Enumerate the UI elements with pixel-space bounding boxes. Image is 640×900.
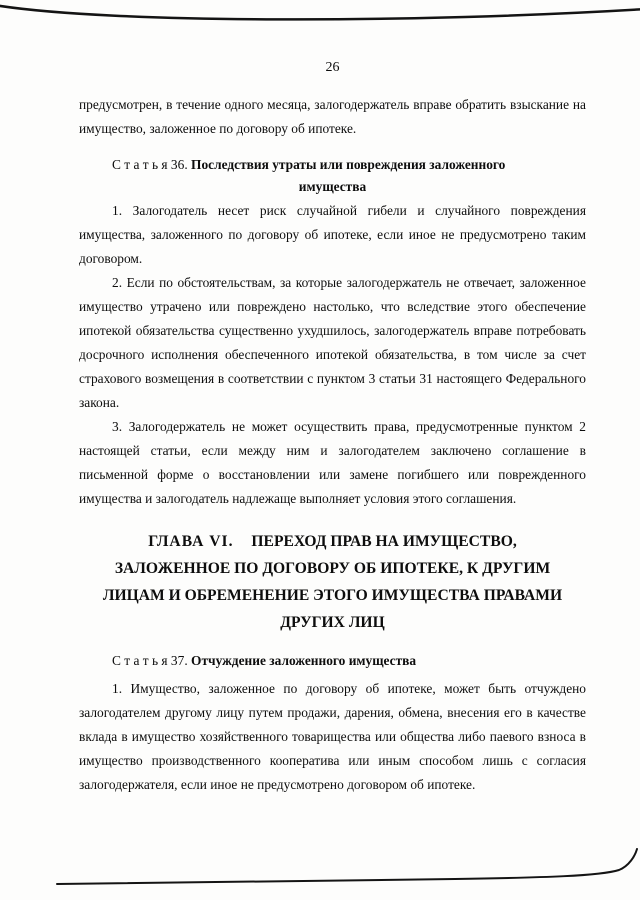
scan-edge-bottom-artifact [0, 846, 640, 900]
article-36-title-line2: имущества [298, 179, 367, 194]
article-37-heading [79, 650, 586, 672]
article-36-title: Последствия утраты или повреждения заложенного [191, 157, 506, 172]
scan-edge-top-artifact [0, 0, 640, 34]
page-number: 26 [325, 60, 340, 75]
article-37-label: С т а т ь я 37. [112, 653, 188, 668]
document-page [79, 60, 586, 797]
article-36-paragraph-2: 2. Если по обстоятельствам, за которые залогодержатель не отвечает, заложенное имущество утрачено или повреждено настолько, что вследствие этого обеспечение ипотекой обязательства существенно ухудшилось, залогодержатель вправе потребовать досрочного исполнения обеспеченного ипотекой обязательства, в том числе за счет страхового возмещения в соответствии с пунктом 3 статьи 31 настоящего Федерального закона. [79, 275, 586, 410]
article-37-title: Отчуждение заложенного имущества [191, 653, 417, 668]
continuation-paragraph: предусмотрен, в течение одного месяца, залогодержатель вправе обратить взыскание на имущество, заложенное по договору об ипотеке. [79, 97, 586, 136]
chapter-6-heading [92, 528, 574, 636]
article-36-paragraph-3: 3. Залогодержатель не может осуществить права, предусмотренные пунктом 2 настоящей статьи, если между ним и залогодателем заключено соглашение в письменной форме о восстановлении или замене погибшего или поврежденного имущества и залогодатель надлежаще выполняет условия этого соглашения. [79, 419, 586, 506]
article-37-paragraph-1: 1. Имущество, заложенное по договору об ипотеке, может быть отчуждено залогодателем другому лицу путем продажи, дарения, обмена, внесения его в качестве вклада в имущество хозяйственного товарищества или общества либо паевого взноса в имущество производственного кооператива или иным способом лишь с согласия залогодержателя, если иное не предусмотрено договором об ипотеке. [79, 681, 586, 792]
chapter-6-title: ПЕРЕХОД ПРАВ НА ИМУЩЕСТВО, ЗАЛОЖЕННОЕ ПО ДОГОВОРУ ОБ ИПОТЕКЕ, К ДРУГИМ ЛИЦАМ И ОБРЕМЕНЕНИЕ ЭТОГО ИМУЩЕСТВА ПРАВАМИ ДРУГИХ ЛИЦ [102, 533, 563, 631]
article-36-heading [79, 154, 586, 198]
article-36-label: С т а т ь я 36. [112, 157, 188, 172]
chapter-6-label: ГЛАВА VI. [148, 533, 234, 550]
article-36-paragraph-1: 1. Залогодатель несет риск случайной гибели и случайного повреждения имущества, заложенного по договору об ипотеке, если иное не предусмотрено таким договором. [79, 203, 586, 266]
